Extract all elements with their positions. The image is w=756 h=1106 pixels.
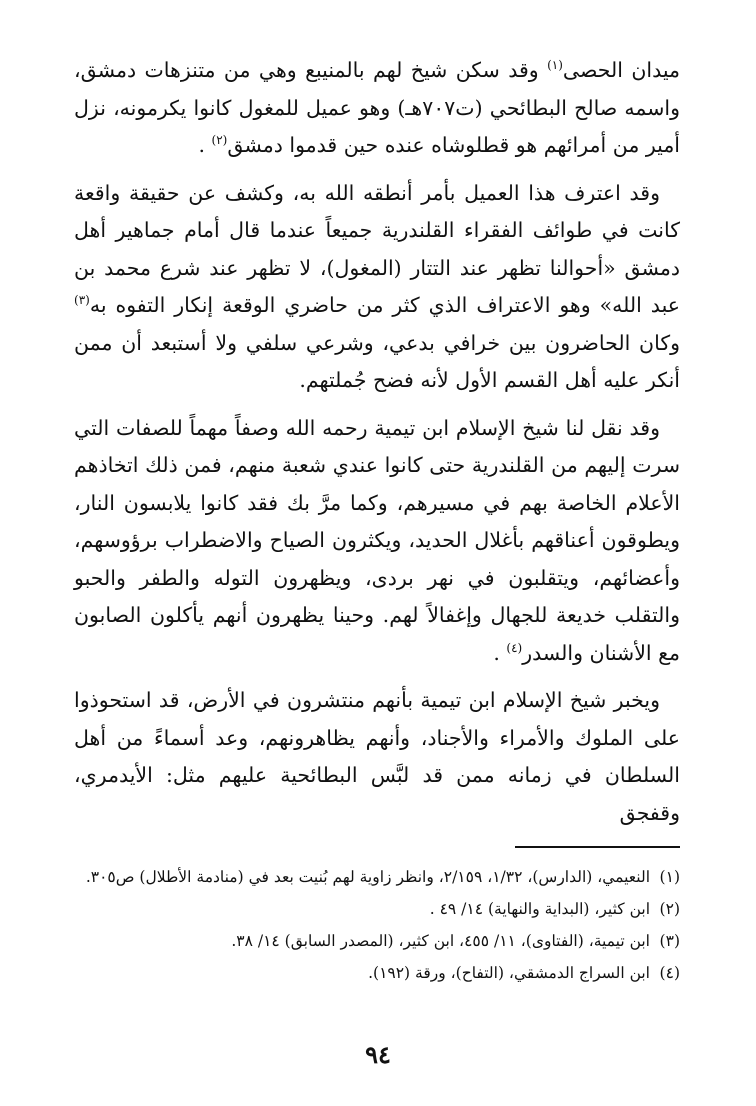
- paragraph-2: [74, 175, 680, 400]
- footnote-3: [74, 928, 680, 954]
- footnote-text: ابن تيمية، (الفتاوى)، ١١/ ٤٥٥، ابن كثير، (المصدر السابق) ١٤/ ٣٨.: [231, 932, 650, 950]
- text-run: وقد اعترف هذا العميل بأمر أنطقه الله به، وكشف عن حقيقة واقعة كانت في طوائف الفقراء القلندرية جميعاً عندما قال أمام جماهير أهل دمشق «أحوالنا تظهر عند التتار (المغول)، لا تظهر عند شرع محمد بن عبد الله» وهو الاعتراف الذي كثر من حاضري الوقعة إنكار التفوه به: [74, 180, 680, 317]
- text-run: وكان الحاضرون بين خرافي بدعي، وشرعي سلفي ولا أستبعد أن ممن أنكر عليه أهل القسم الأول لأنه فضح جُملتهم.: [74, 330, 680, 392]
- footnote-ref: (١): [547, 58, 563, 73]
- text-run: ويخبر شيخ الإسلام ابن تيمية بأنهم منتشرون في الأرض، قد استحوذوا على الملوك والأمراء والأجناد، وأنهم يظاهرونهم، وعد أسماءً من أهل السلطان في زمانه ممن قد لبَّس البطائحية عليهم مثل: الأيدمري، وقفجق: [74, 688, 680, 825]
- text-run: .: [198, 133, 212, 157]
- footnote-text: ابن السراج الدمشقي، (التفاح)، ورقة (١٩٢).: [368, 964, 650, 982]
- footnote-ref: (٢): [211, 133, 228, 148]
- body-text: [74, 52, 680, 832]
- footnote-ref: (٣): [74, 293, 90, 308]
- footnote-4: [74, 960, 680, 986]
- text-run: .: [493, 640, 507, 665]
- footnote-number: (١): [659, 868, 680, 886]
- footnote-1: [74, 864, 680, 890]
- footnotes: [74, 864, 680, 986]
- footnote-separator: [515, 846, 680, 848]
- text-run: ميدان الحصى: [562, 58, 680, 82]
- footnote-number: (٣): [659, 932, 680, 950]
- footnote-number: (٢): [659, 900, 680, 918]
- footnote-text: النعيمي، (الدارس)، ١/٣٢، ٢/١٥٩، وانظر زاوية لهم بُنيت بعد في (منادمة الأطلال) ص٣٠٥.: [85, 868, 650, 886]
- paragraph-3: [74, 410, 680, 673]
- paragraph-1: [74, 52, 680, 165]
- page-number: ٩٤: [365, 1040, 391, 1069]
- text-run: وقد سكن شيخ لهم بالمنيبع وهي من متنزهات دمشق، واسمه صالح البطائحي (ت٧٠٧هـ) وهو عميل للمغول كانوا يكرمونه، نزل أمير من أمرائهم هو قطلوشاه عنده حين قدموا دمشق: [74, 58, 681, 157]
- footnote-number: (٤): [659, 964, 680, 982]
- footnote-text: ابن كثير، (البداية والنهاية) ١٤/ ٤٩ .: [429, 900, 650, 918]
- footnote-2: [74, 896, 680, 922]
- footnote-ref: (٤): [506, 640, 523, 655]
- text-run: وقد نقل لنا شيخ الإسلام ابن تيمية رحمه الله وصفاً مهماً للصفات التي سرت إليهم من القلندرية حتى كانوا عندي شعبة منهم، فمن ذلك اتخاذهم الأعلام الخاصة بهم في مسيرهم، وكما مرَّ بك فقد كانوا يلابسون النار، ويطوقون أعناقهم بأغلال الحديد، ويكثرون الصياح والاضطراب برؤوسهم، وأعضائهم، ويتقلبون في نهر بردى، ويظهرون التوله والطفر والحبو والتقلب خديعة للجهال وإغفالاً لهم. وحينا يظهرون أنهم يأكلون الصابون مع الأشنان والسدر: [74, 415, 680, 665]
- paragraph-4: [74, 682, 680, 832]
